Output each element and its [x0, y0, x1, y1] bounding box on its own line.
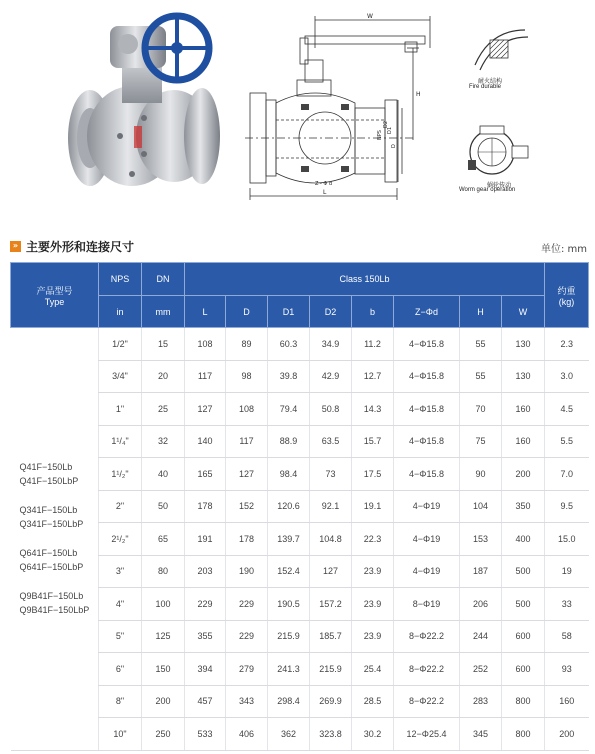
- cell-h: 55: [460, 360, 502, 393]
- cell-d: 127: [226, 458, 268, 491]
- header-col-d1: D1: [268, 296, 310, 328]
- cell-d1: 120.6: [268, 490, 310, 523]
- cell-d2: 157.2: [310, 588, 352, 621]
- cell-z: 8−Φ22.2: [394, 653, 460, 686]
- cell-b: 11.2: [352, 328, 394, 361]
- cell-l: 140: [185, 425, 226, 458]
- cell-nps: 10": [99, 718, 142, 751]
- cell-d1: 152.4: [268, 555, 310, 588]
- unit-label: 单位: mm: [540, 244, 587, 255]
- cell-l: 394: [185, 653, 226, 686]
- cell-h: 244: [460, 620, 502, 653]
- cell-z: 4−Φ15.8: [394, 328, 460, 361]
- cell-d1: 79.4: [268, 393, 310, 426]
- cell-dn: 250: [142, 718, 185, 751]
- header-col-d2: D2: [310, 296, 352, 328]
- cell-weight: 3.0: [545, 360, 589, 393]
- cell-dn: 50: [142, 490, 185, 523]
- type-group: Q341F−150Lb Q341F−150LbP: [19, 504, 84, 530]
- cell-d2: 127: [310, 555, 352, 588]
- cell-nps: 6": [99, 653, 142, 686]
- cell-d2: 42.9: [310, 360, 352, 393]
- cell-z: 4−Φ19: [394, 490, 460, 523]
- cell-weight: 2.3: [545, 328, 589, 361]
- cell-h: 90: [460, 458, 502, 491]
- drawing-label-w: W: [367, 13, 373, 20]
- cell-z: 8−Φ19: [394, 588, 460, 621]
- drawing-label-h: H: [416, 91, 421, 98]
- cell-d2: 215.9: [310, 653, 352, 686]
- cell-z: 4−Φ15.8: [394, 458, 460, 491]
- cell-dn: 150: [142, 653, 185, 686]
- cell-z: 12−Φ25.4: [394, 718, 460, 751]
- header-in: in: [99, 296, 142, 328]
- cell-w: 800: [502, 685, 545, 718]
- cell-w: 130: [502, 328, 545, 361]
- cell-dn: 32: [142, 425, 185, 458]
- cell-z: 4−Φ19: [394, 523, 460, 556]
- header-col-h: H: [460, 296, 502, 328]
- cell-h: 70: [460, 393, 502, 426]
- cell-weight: 15.0: [545, 523, 589, 556]
- cell-nps: 8": [99, 685, 142, 718]
- cell-d: 98: [226, 360, 268, 393]
- cell-weight: 5.5: [545, 425, 589, 458]
- cell-b: 12.7: [352, 360, 394, 393]
- cell-dn: 15: [142, 328, 185, 361]
- cell-z: 4−Φ15.8: [394, 425, 460, 458]
- cell-weight: 160: [545, 685, 589, 718]
- cell-weight: 4.5: [545, 393, 589, 426]
- worm-gear-label-en: Worm gear operation: [459, 187, 516, 193]
- cell-b: 14.3: [352, 393, 394, 426]
- cell-weight: 33: [545, 588, 589, 621]
- cell-w: 800: [502, 718, 545, 751]
- cell-w: 500: [502, 588, 545, 621]
- cell-b: 15.7: [352, 425, 394, 458]
- cell-d1: 298.4: [268, 685, 310, 718]
- cell-z: 8−Φ22.2: [394, 620, 460, 653]
- cell-dn: 25: [142, 393, 185, 426]
- cell-dn: 20: [142, 360, 185, 393]
- cell-l: 178: [185, 490, 226, 523]
- cell-weight: 58: [545, 620, 589, 653]
- cell-d: 406: [226, 718, 268, 751]
- cell-h: 55: [460, 328, 502, 361]
- product-figures: [0, 0, 595, 215]
- cell-d1: 362: [268, 718, 310, 751]
- cell-d2: 50.8: [310, 393, 352, 426]
- cell-h: 283: [460, 685, 502, 718]
- cell-l: 191: [185, 523, 226, 556]
- cell-nps: 2": [99, 490, 142, 523]
- cell-l: 229: [185, 588, 226, 621]
- cell-dn: 200: [142, 685, 185, 718]
- cell-d1: 190.5: [268, 588, 310, 621]
- dimension-table: [10, 262, 589, 751]
- header-type: 产品型号 Type: [11, 263, 99, 328]
- drawing-label-d1: D1: [387, 126, 393, 134]
- cell-d1: 60.3: [268, 328, 310, 361]
- header-class: Class 150Lb: [185, 263, 545, 296]
- cell-b: 23.9: [352, 620, 394, 653]
- cell-w: 500: [502, 555, 545, 588]
- cell-z: 8−Φ22.2: [394, 685, 460, 718]
- cell-d: 89: [226, 328, 268, 361]
- cell-d2: 34.9: [310, 328, 352, 361]
- cell-weight: 9.5: [545, 490, 589, 523]
- cell-dn: 100: [142, 588, 185, 621]
- cell-l: 533: [185, 718, 226, 751]
- cell-l: 203: [185, 555, 226, 588]
- cell-w: 350: [502, 490, 545, 523]
- cell-nps: 2¹/₂": [99, 523, 142, 556]
- header-col-b: b: [352, 296, 394, 328]
- cell-l: 117: [185, 360, 226, 393]
- cell-l: 355: [185, 620, 226, 653]
- cell-d2: 104.8: [310, 523, 352, 556]
- cell-dn: 65: [142, 523, 185, 556]
- worm-gear-label-cn: 蜗轮传动: [487, 182, 512, 189]
- drawing-label-z: Z - Φ d: [315, 181, 333, 187]
- cell-w: 200: [502, 458, 545, 491]
- cell-d1: 98.4: [268, 458, 310, 491]
- header-col-z: Z−Φd: [394, 296, 460, 328]
- cell-d: 178: [226, 523, 268, 556]
- type-list: [11, 328, 99, 751]
- section-bullet-icon: »: [10, 241, 21, 252]
- cell-h: 153: [460, 523, 502, 556]
- cell-d: 229: [226, 620, 268, 653]
- drawing-label-d: D: [391, 144, 397, 148]
- cell-l: 457: [185, 685, 226, 718]
- cell-nps: 5": [99, 620, 142, 653]
- cell-b: 19.1: [352, 490, 394, 523]
- cell-l: 108: [185, 328, 226, 361]
- cell-b: 28.5: [352, 685, 394, 718]
- cell-weight: 93: [545, 653, 589, 686]
- cell-w: 400: [502, 523, 545, 556]
- cell-z: 4−Φ19: [394, 555, 460, 588]
- header-col-l: L: [185, 296, 226, 328]
- cell-b: 25.4: [352, 653, 394, 686]
- ball-valve-photo: [62, 8, 242, 198]
- type-group: Q641F−150Lb Q641F−150LbP: [19, 547, 84, 573]
- section-title: 主要外形和连接尺寸: [26, 239, 135, 254]
- cell-nps: 1": [99, 393, 142, 426]
- cell-l: 165: [185, 458, 226, 491]
- fire-durable-label-cn: 耐火结构: [478, 78, 503, 85]
- cell-d1: 88.9: [268, 425, 310, 458]
- cell-w: 600: [502, 653, 545, 686]
- drawing-label-nps: NPS: [377, 130, 383, 140]
- cell-d1: 39.8: [268, 360, 310, 393]
- cell-w: 600: [502, 620, 545, 653]
- header-dn: DN: [142, 263, 185, 296]
- cell-d1: 139.7: [268, 523, 310, 556]
- cell-d2: 63.5: [310, 425, 352, 458]
- cell-z: 4−Φ15.8: [394, 360, 460, 393]
- fire-durable-figure: [470, 25, 530, 75]
- cell-b: 23.9: [352, 588, 394, 621]
- type-group: Q41F−150Lb Q41F−150LbP: [19, 461, 79, 487]
- section-header: [10, 238, 134, 254]
- cell-d: 229: [226, 588, 268, 621]
- cell-d1: 241.3: [268, 653, 310, 686]
- cell-nps: 1¹/₄": [99, 425, 142, 458]
- cell-weight: 7.0: [545, 458, 589, 491]
- cell-d2: 185.7: [310, 620, 352, 653]
- drawing-label-l: L: [323, 189, 327, 196]
- cell-b: 17.5: [352, 458, 394, 491]
- header-nps: NPS: [99, 263, 142, 296]
- worm-gear-figure: [462, 120, 532, 180]
- cell-dn: 80: [142, 555, 185, 588]
- cell-h: 75: [460, 425, 502, 458]
- header-col-d: D: [226, 296, 268, 328]
- cell-b: 22.3: [352, 523, 394, 556]
- cell-nps: 1¹/₂": [99, 458, 142, 491]
- header-mm: mm: [142, 296, 185, 328]
- cell-d: 152: [226, 490, 268, 523]
- cell-w: 160: [502, 425, 545, 458]
- cell-d: 279: [226, 653, 268, 686]
- cell-d2: 92.1: [310, 490, 352, 523]
- cell-d: 343: [226, 685, 268, 718]
- cell-dn: 125: [142, 620, 185, 653]
- cell-d2: 73: [310, 458, 352, 491]
- cell-nps: 3": [99, 555, 142, 588]
- cell-weight: 200: [545, 718, 589, 751]
- drawing-label-d2: D2: [383, 120, 389, 128]
- cell-b: 30.2: [352, 718, 394, 751]
- cell-h: 206: [460, 588, 502, 621]
- type-group: Q9B41F−150Lb Q9B41F−150LbP: [19, 590, 90, 616]
- cell-h: 104: [460, 490, 502, 523]
- cell-h: 187: [460, 555, 502, 588]
- cell-h: 252: [460, 653, 502, 686]
- cell-h: 345: [460, 718, 502, 751]
- cell-d: 108: [226, 393, 268, 426]
- cell-z: 4−Φ15.8: [394, 393, 460, 426]
- cell-nps: 3/4": [99, 360, 142, 393]
- dimension-drawing: [245, 8, 455, 203]
- cell-d2: 323.8: [310, 718, 352, 751]
- fire-durable-label-en: Fire durable: [469, 84, 502, 90]
- cell-nps: 1/2": [99, 328, 142, 361]
- cell-w: 160: [502, 393, 545, 426]
- cell-d1: 215.9: [268, 620, 310, 653]
- cell-weight: 19: [545, 555, 589, 588]
- cell-dn: 40: [142, 458, 185, 491]
- cell-l: 127: [185, 393, 226, 426]
- cell-nps: 4": [99, 588, 142, 621]
- cell-d: 190: [226, 555, 268, 588]
- cell-d2: 269.9: [310, 685, 352, 718]
- cell-w: 130: [502, 360, 545, 393]
- header-col-w: W: [502, 296, 545, 328]
- table-row: [11, 328, 589, 361]
- header-weight: 约重 (kg): [545, 263, 589, 328]
- cell-b: 23.9: [352, 555, 394, 588]
- cell-d: 117: [226, 425, 268, 458]
